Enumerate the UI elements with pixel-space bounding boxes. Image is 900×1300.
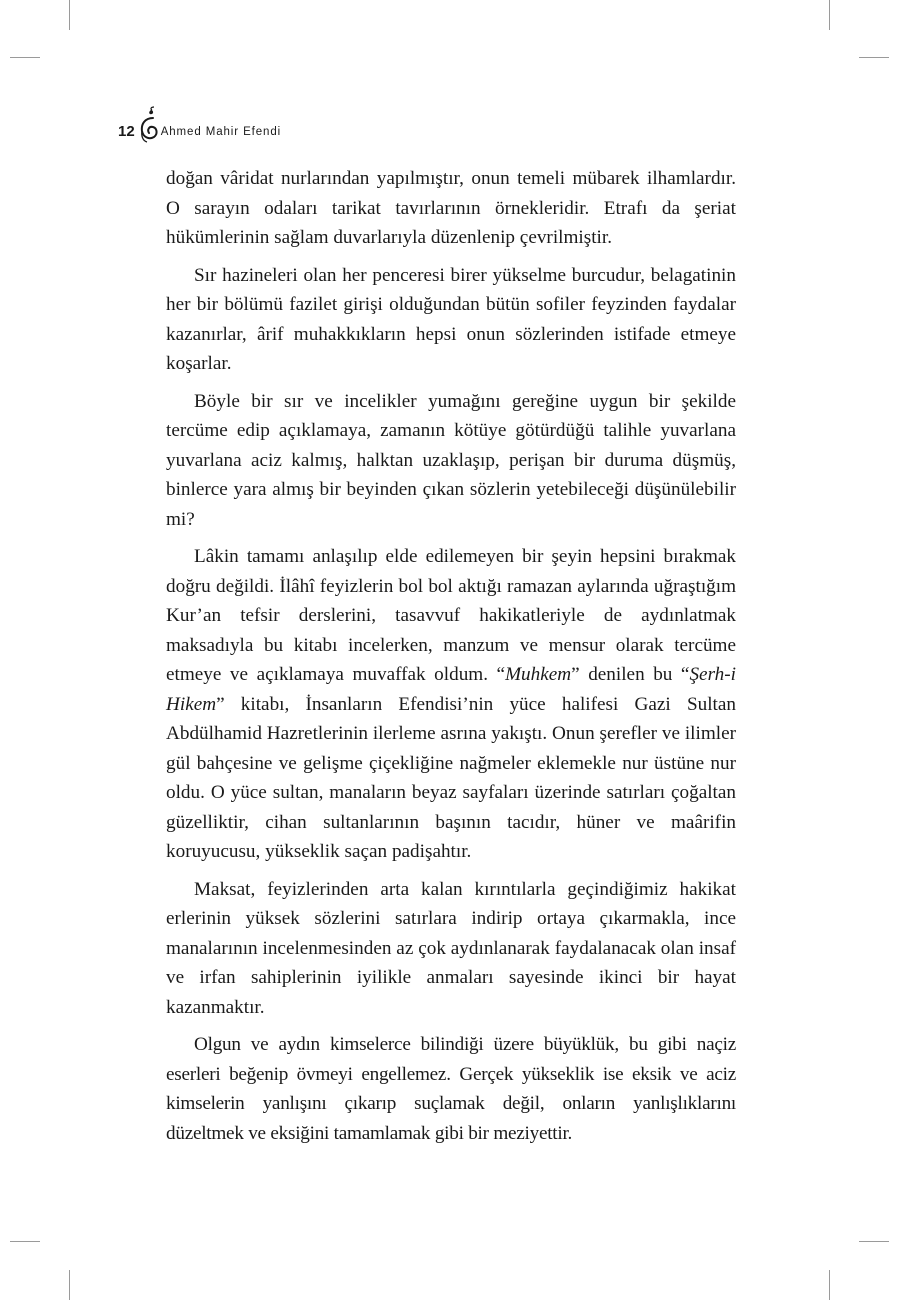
paragraph-3: Böyle bir sır ve incelikler yumağını gereğine uygun bir şekilde tercüme edip açıklamaya, zamanın kötüye götürdüğü talihle yuvarlana yuvarlana aciz kalmış, halktan uzaklaşıp, perişan bir duruma düşmüş, binlerce yara almış bir beyinden çıkan sözlerin yetebileceği düşünülebilir mi? xyxy=(166,390,736,530)
crop-mark-left-top xyxy=(10,57,40,58)
page-number: 12 xyxy=(118,123,135,140)
book-title-muhkem: Muhkem xyxy=(505,664,572,685)
paragraph-6: Olgun ve aydın kimselerce bilindiği üzere büyüklük, bu gibi naçiz eserleri beğenip övmeyi engellemez. Gerçek yükseklik ise eksik ve aciz kimselerin yanlışını çıkarıp suçlamak değil, onların yanlışlıklarını düzeltmek ve eksiğini tamamlamak gibi bir meziyettir. xyxy=(166,1034,736,1144)
crop-mark-left-bottom xyxy=(10,1241,40,1242)
crop-mark-bottom-right xyxy=(829,1270,830,1300)
running-head xyxy=(118,104,281,144)
paragraph-4-part-3: ” kitabı, İnsanların Efendisi’nin yüce halifesi Gazi Sultan Abdülhamid Hazretlerinin ilerleme asrına yakıştı. Onun şerefler ve ilimler gül bahçesine ve gelişme çiçekliğine nağmeler eklemekle nur üstüne nur oldu. O yüce sultan, manaların beyaz sayfaları üzerinde satırları çoğaltan güzelliktir, cihan sultanlarının başının tacıdır, hüner ve maârifin koruyucusu, yükseklik saçan padişahtır. xyxy=(166,693,736,862)
book-title-serh-i-hikem: Şerh-i Hikem xyxy=(166,664,736,715)
paragraph-4 xyxy=(166,542,736,867)
paragraph-1: doğan vâridat nurlarından yapılmıştır, onun temeli mübarek ilhamlardır. O sarayın odaları tarikat tavırlarının örnekleridir. Etrafı da şeriat hükümlerinin sağlam duvarlarıyla düzenlenip çevrilmiştir. xyxy=(166,168,736,248)
crop-mark-top-right xyxy=(829,0,830,30)
crop-mark-bottom-left xyxy=(69,1270,70,1300)
calligraphic-flourish-icon xyxy=(138,104,160,144)
crop-mark-right-top xyxy=(859,57,889,58)
paragraph-4-part-2: ” denilen bu “ xyxy=(571,664,690,685)
crop-mark-top-left xyxy=(69,0,70,30)
header-author: Ahmed Mahir Efendi xyxy=(160,125,282,138)
paragraph-5: Maksat, feyizlerinden arta kalan kırıntılarla geçindiğimiz hakikat erlerinin yüksek sözlerini satırlara indirip ortaya çıkarmakla, ince manalarının incelenmesinden az çok aydınlanarak faydalanacak olan insaf ve irfan sahiplerinin iyilikle anmaları sayesinde ikinci bir hayat kazanmaktır. xyxy=(166,878,736,1018)
crop-mark-right-bottom xyxy=(859,1241,889,1242)
paragraph-4-part-1: Lâkin tamamı anlaşılıp elde edilemeyen bir şeyin hepsini bırakmak doğru değildi. İlâhî feyizlerin bol bol aktığı ramazan aylarında uğraştığım Kur’an tefsir derslerini, tasavvuf hakikatleriyle de aydınlatmak maksadıyla bu kitabı incelerken, manzum ve mensur olarak tercüme etmeye ve açıklamaya muvaffak oldum. “ xyxy=(166,546,736,685)
body-text xyxy=(166,164,736,1156)
paragraph-2: Sır hazineleri olan her penceresi birer yükselme burcudur, belagatinin her bir bölümü fazilet girişi olduğundan bütün sofiler feyzinden faydalar kazanırlar, ârif muhakkıkların hepsi onun sözlerinden istifade etmeye koşarlar. xyxy=(166,264,736,374)
